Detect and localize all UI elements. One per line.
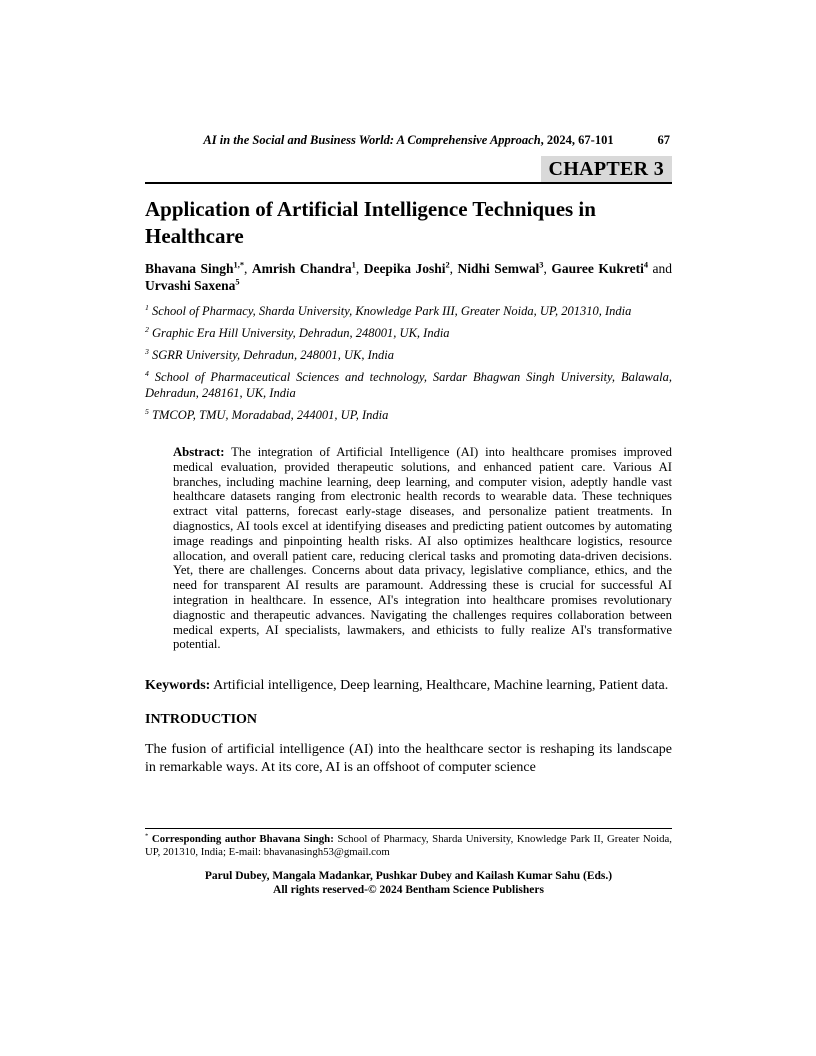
page-content [145, 133, 672, 791]
author-separator: and [648, 261, 673, 276]
chapter-rule [145, 156, 672, 184]
author-separator: , [543, 261, 552, 276]
footnote-rule [145, 828, 672, 829]
author-name: Urvashi Saxena$^5$ [145, 277, 240, 293]
author-name: Deepika Joshi$^2$ [363, 260, 450, 276]
author-affiliation-ref: 5 [235, 277, 240, 287]
affiliation-list [145, 304, 672, 423]
author-separator: , [244, 261, 252, 276]
introduction-heading: INTRODUCTION [145, 712, 258, 728]
footnote-text: School of Pharmacy, Sharda University, Knowledge Park II, Greater Noida, UP, 201310, India; E-mail: bhavanasingh53@gmail.com [145, 833, 672, 858]
author-affiliation-ref: 1 [351, 260, 356, 270]
keywords-label: Keywords: [145, 678, 211, 694]
rights-line: All rights reserved-© 2024 Bentham Science Publishers [273, 884, 544, 897]
author-line [145, 260, 672, 294]
footnote-label: Corresponding author Bhavana Singh: [151, 833, 334, 845]
author-affiliation-ref: 3 [539, 260, 544, 270]
affiliation-item: $^1$ School of Pharmacy, Sharda University, Knowledge Park III, Greater Noida, UP, 201310, India [145, 302, 632, 318]
author-affiliation-ref: 1,* [233, 260, 244, 270]
author-affiliation-ref: 2 [445, 260, 450, 270]
footnote-asterisk: * [145, 832, 149, 840]
affiliation-number: 3 [145, 346, 149, 356]
affiliation-number: 4 [145, 368, 149, 378]
chapter-badge: CHAPTER 3 [541, 156, 672, 182]
keywords-text: Artificial intelligence, Deep learning, Healthcare, Machine learning, Patient data. [213, 678, 669, 694]
abstract-text: The integration of Artificial Intelligence (AI) into healthcare promises improved medical evaluation, provided therapeutic solutions, and enhanced patient care. Various AI branches, including machine learning, deep learning, and computer vision, adeptly handle vast healthcare datasets ranging from electronic health records to wearable data. These techniques extract vital patterns, forecast early-stage diseases, and personalize patient treatments. In diagnostics, AI tools excel at identifying diseases and predicting patient outcomes by automating image readings and pinpointing health risks. AI also optimizes healthcare logistics, resource allocation, and overall patient care, reducing clerical tasks and promoting data-driven decisions. Yet, there are challenges. Concerns about data privacy, legislative compliance, ethics, and the need for transparent AI results are paramount. Addressing these is crucial for successful AI integration in healthcare. In essence, AI's integration into healthcare promises revolutionary diagnostic and therapeutic advances. Navigating the challenges requires collaboration between medical experts, AI specialists, lawmakers, and ethicists to fully realize AI's transformative potential. [173, 445, 672, 652]
affiliation-number: 2 [145, 324, 149, 334]
keywords [145, 677, 672, 695]
introduction-paragraph: The fusion of artificial intelligence (AI) into the healthcare sector is reshaping its landscape in remarkable ways. At its core, AI is an offshoot of computer science [145, 742, 672, 776]
chapter-title: Application of Artificial Intelligence Techniques in Healthcare [145, 197, 596, 248]
running-header [145, 133, 672, 147]
author-separator: , [449, 261, 458, 276]
affiliation-number: 1 [145, 302, 149, 312]
affiliation-number: 5 [145, 406, 149, 416]
publisher-block [145, 869, 672, 898]
running-title: AI in the Social and Business World: A Comprehensive Approach [203, 133, 541, 147]
author-name: Nidhi Semwal$^3$ [457, 260, 544, 276]
author-name: Amrish Chandra$^1$ [251, 260, 356, 276]
corresponding-author-footnote [145, 833, 672, 858]
page-number: 67 [657, 133, 670, 147]
author-separator: , [355, 261, 364, 276]
page-footer [145, 828, 672, 898]
abstract-label: Abstract: [173, 445, 225, 459]
author-affiliation-ref: 4 [643, 260, 649, 270]
running-citation: , 2024, 67-101 [540, 133, 614, 147]
affiliation-item: $^4$ School of Pharmaceutical Sciences and technology, Sardar Bhagwan Singh University, Balawala, Dehradun, 248161, UK, India [145, 368, 672, 400]
affiliation-item: $^2$ Graphic Era Hill University, Dehradun, 248001, UK, India [145, 324, 450, 340]
author-name: Gauree Kukreti$^4$ [551, 260, 649, 276]
affiliation-item: $^3$ SGRR University, Dehradun, 248001, UK, India [145, 346, 394, 362]
editors-line: Parul Dubey, Mangala Madankar, Pushkar Dubey and Kailash Kumar Sahu (Eds.) [204, 869, 613, 882]
affiliation-item: $^5$ TMCOP, TMU, Moradabad, 244001, UP, India [145, 406, 389, 422]
author-name: Bhavana Singh$^{1,*}$ [145, 260, 244, 276]
abstract [173, 445, 672, 652]
